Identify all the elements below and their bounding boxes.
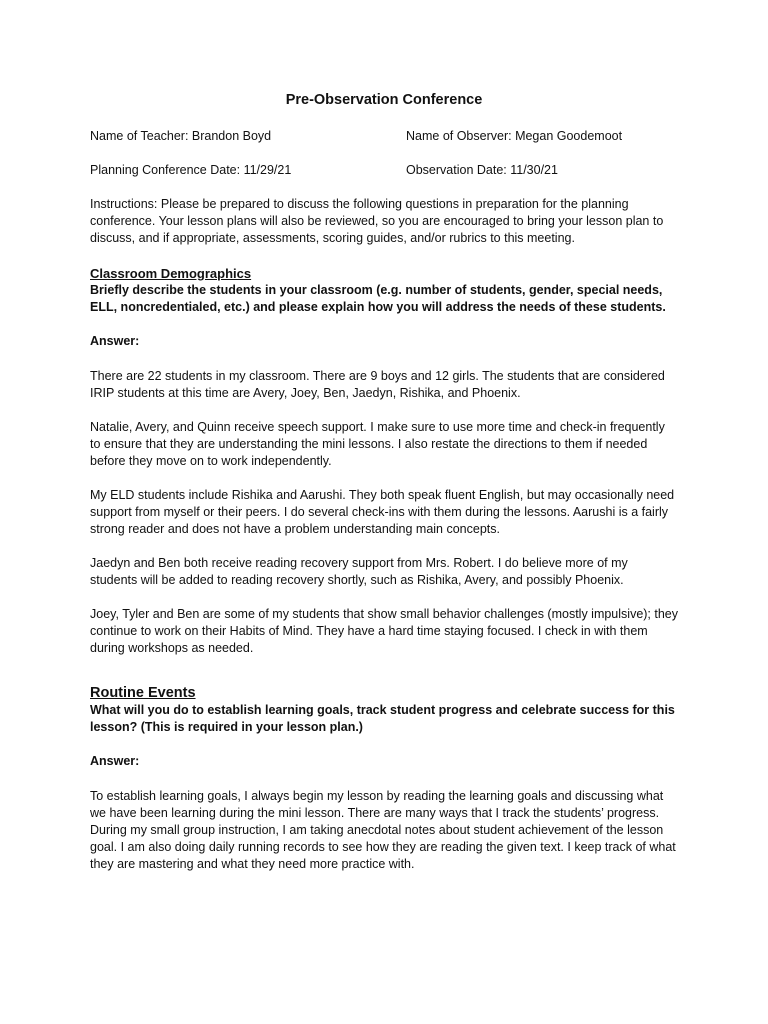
section-heading-routine-events [90, 685, 678, 702]
classroom-demographics-section [90, 265, 678, 657]
names-row [90, 128, 678, 145]
section-heading-classroom-demographics [90, 265, 678, 282]
answer-paragraph: To establish learning goals, I always begin my lesson by reading the learning goals and discussing what we have been learning during the mini lesson. There are many ways that I track the students’ progress. During my small group instruction, I am taking anecdotal notes about student achievement of the lesson goal. I am also doing daily running records to see how they are reading the given text. I keep track of what they are mastering and what they need more practice with. [90, 789, 676, 871]
routine-events-section [90, 685, 678, 873]
answer-label: Answer: [90, 334, 140, 348]
section-heading-text: Classroom Demographics [90, 266, 252, 281]
instructions-paragraph: Instructions: Please be prepared to discuss the following questions in preparation for the planning conference. Your lesson plans will also be reviewed, so you are encouraged to bring your lesson plan to discuss, and if appropriate, assessments, scoring guides, and/or rubrics to this meeting. [90, 197, 664, 245]
answer-paragraph: My ELD students include Rishika and Aarushi. They both speak fluent English, but may occasionally need support from myself or their peers. I do several check-ins with them during the lessons. Aarushi is a fairly strong reader and does not have a problem understanding main concepts. [90, 488, 675, 536]
answer-paragraph: Natalie, Avery, and Quinn receive speech support. I make sure to use more time and check-in frequently to ensure that they are understanding the mini lessons. I also restate the directions to them if needed before they move on to work independently. [90, 420, 665, 468]
planning-conference-date: Planning Conference Date: 11/29/21 [90, 163, 292, 177]
answer-label: Answer: [90, 754, 140, 768]
section-prompt: Briefly describe the students in your classroom (e.g. number of students, gender, special needs, ELL, noncredentialed, etc.) and please explain how you will address the needs of these students. [90, 283, 666, 314]
answer-paragraph: There are 22 students in my classroom. There are 9 boys and 12 girls. The students that are considered IRIP students at this time are Avery, Joey, Ben, Jaedyn, Rishika, and Phoenix. [90, 369, 665, 400]
section-prompt: What will you do to establish learning goals, track student progress and celebrate success for this lesson? (This is required in your lesson plan.) [90, 703, 675, 734]
observer-name: Name of Observer: Megan Goodemoot [406, 129, 623, 143]
document-title: Pre-Observation Conference [285, 92, 483, 108]
answer-paragraph: Jaedyn and Ben both receive reading recovery support from Mrs. Robert. I do believe more of my students will be added to reading recovery shortly, such as Rishika, Avery, and possibly Phoenix. [90, 556, 628, 587]
teacher-name: Name of Teacher: Brandon Boyd [90, 129, 272, 143]
observation-date: Observation Date: 11/30/21 [406, 163, 558, 177]
section-heading-text: Routine Events [90, 685, 196, 701]
dates-row [90, 162, 678, 179]
answer-paragraph: Joey, Tyler and Ben are some of my students that show small behavior challenges (mostly impulsive); they continue to work on their Habits of Mind. They have a hard time staying focused. I check in with them during workshops as needed. [90, 607, 679, 655]
